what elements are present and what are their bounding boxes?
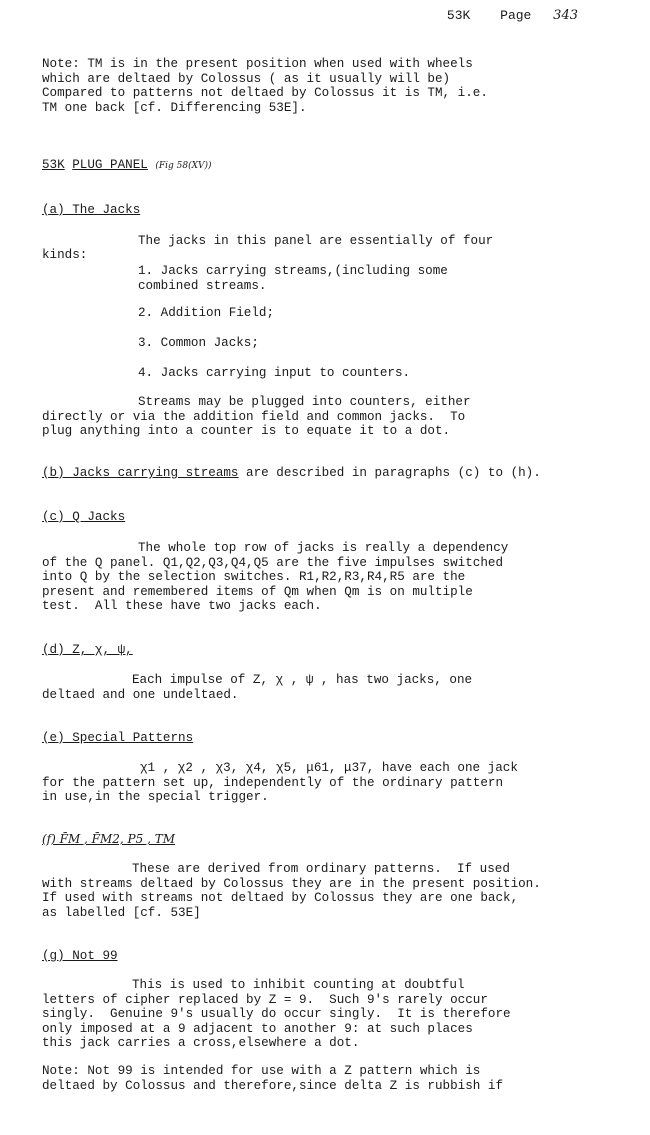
c-line1: The whole top row of jacks is really a dependency — [138, 541, 509, 555]
page-label: Page — [500, 8, 532, 23]
page-header — [447, 9, 578, 24]
g-line2: letters of cipher replaced by Z = 9. Such 9's rarely occur — [42, 992, 488, 1007]
e-line3: in use,in the special trigger. — [42, 790, 269, 805]
c-heading — [42, 510, 125, 525]
a-paragraph — [42, 395, 471, 439]
a-item-2: 2. Addition Field; — [138, 306, 275, 320]
g-heading-text: (g) Not 99 — [42, 949, 118, 963]
g-heading — [42, 949, 118, 964]
note-top-line3: Compared to patterns not deltaed by Colossus it is TM, i.e. — [42, 86, 488, 101]
a-item-1 — [138, 264, 448, 293]
e-heading-text: (e) Special Patterns — [42, 731, 194, 745]
c-paragraph — [42, 541, 508, 614]
section-title — [42, 158, 212, 174]
a-para-line2: directly or via the addition field and common jacks. To — [42, 409, 466, 424]
a-heading-text: (a) The Jacks — [42, 203, 141, 217]
page-number: 343 — [553, 8, 578, 23]
e-line2: for the pattern set up, independently of the ordinary pattern — [42, 775, 504, 790]
e-heading — [42, 731, 193, 746]
f-paragraph — [42, 862, 541, 920]
c-line3: into Q by the selection switches. R1,R2,R3,R4,R5 are the — [42, 570, 466, 585]
d-paragraph — [42, 673, 472, 702]
a-para-line3: plug anything into a counter is to equate it to a dot. — [42, 424, 451, 439]
note-top-line4: TM one back [cf. Differencing 53E]. — [42, 100, 307, 115]
c-heading-text: (c) Q Jacks — [42, 510, 126, 524]
c-line2: of the Q panel. Q1,Q2,Q3,Q4,Q5 are the five impulses switched — [42, 555, 504, 570]
f-heading — [42, 832, 175, 848]
g-note-line1: Note: Not 99 is intended for use with a Z pattern which is — [42, 1064, 481, 1078]
g-line1: This is used to inhibit counting at doubtful — [132, 978, 465, 992]
f-line2: with streams deltaed by Colossus they are in the present position. — [42, 876, 541, 891]
note-top-line2: which are deltaed by Colossus ( as it usually will be) — [42, 71, 451, 86]
a-heading — [42, 203, 140, 218]
a-item-1-line2: combined streams. — [138, 278, 267, 293]
e-paragraph — [42, 761, 518, 805]
g-note-line2: deltaed by Colossus and therefore,since delta Z is rubbish if — [42, 1078, 504, 1093]
note-top-line1: Note: TM is in the present position when used with wheels — [42, 57, 473, 71]
a-item-3: 3. Common Jacks; — [138, 336, 259, 350]
section-heading: PLUG PANEL — [72, 158, 148, 172]
c-line4: present and remembered items of Qm when Qm is on multiple — [42, 584, 473, 599]
b-rest: are described in paragraphs (c) to (h). — [238, 466, 541, 480]
b-heading: (b) Jacks carrying streams — [42, 466, 239, 480]
a-intro: The jacks in this panel are essentially of four — [138, 234, 494, 248]
section-ref: 53K — [446, 8, 471, 23]
d-heading — [42, 643, 133, 658]
f-heading-text: (f) F̄M , F̄M2, P5 , TM — [42, 832, 175, 846]
g-note — [42, 1064, 503, 1093]
a-kinds: kinds: — [42, 248, 88, 262]
d-heading-text: (d) Z, χ, ψ, — [42, 643, 133, 657]
f-line4: as labelled [cf. 53E] — [42, 905, 201, 920]
g-line4: only imposed at a 9 adjacent to another 9: at such places — [42, 1021, 473, 1036]
a-para-line1: Streams may be plugged into counters, either — [138, 395, 471, 409]
e-line1: χ1 , χ2 , χ3, χ4, χ5, μ61, μ37, have each one jack — [140, 761, 518, 775]
section-number: 53K — [42, 158, 65, 172]
g-line3: singly. Genuine 9's usually do occur singly. It is therefore — [42, 1007, 511, 1022]
d-line1: Each impulse of Z, χ , ψ , has two jacks, one — [132, 673, 473, 687]
f-line1: These are derived from ordinary patterns. If used — [132, 862, 510, 876]
c-line5: test. All these have two jacks each. — [42, 599, 322, 614]
section-fig-ref: (Fig 58(XV)) — [155, 161, 212, 171]
g-paragraph — [42, 978, 511, 1051]
b-line — [42, 466, 541, 481]
note-top — [42, 57, 488, 115]
g-line5: this jack carries a cross,elsewhere a dot. — [42, 1036, 360, 1051]
a-item-4: 4. Jacks carrying input to counters. — [138, 366, 411, 380]
d-line2: deltaed and one undeltaed. — [42, 687, 239, 702]
f-line3: If used with streams not deltaed by Colossus they are one back, — [42, 891, 519, 906]
a-item-1-line1: 1. Jacks carrying streams,(including some — [138, 264, 448, 278]
